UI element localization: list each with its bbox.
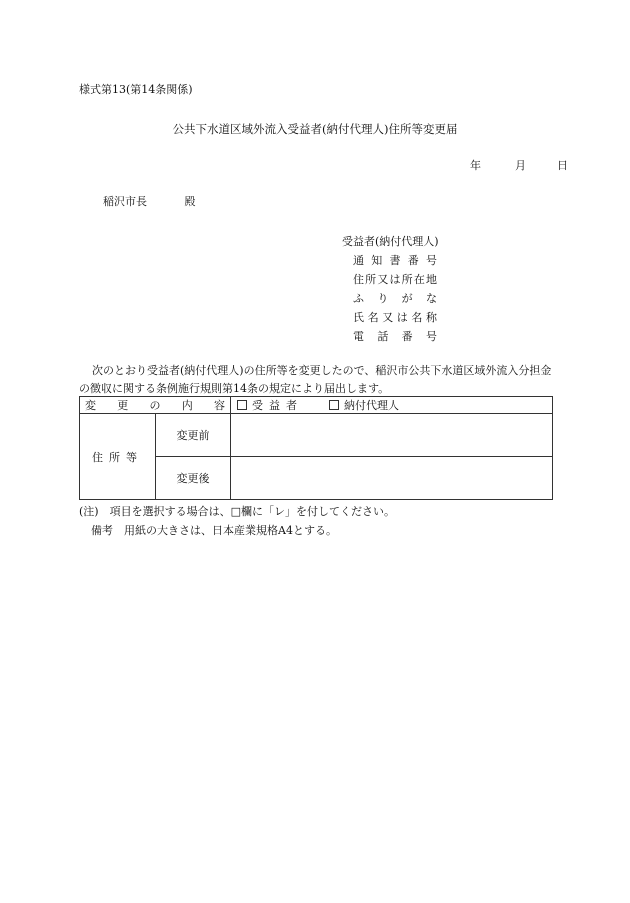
header-label-cell — [80, 397, 231, 414]
row-label-cell — [80, 414, 156, 500]
after-label-cell — [156, 457, 231, 500]
addressee-name: 稲沢市長 — [103, 195, 147, 208]
document-title: 公共下水道区域外流入受益者(納付代理人)住所等変更届 — [172, 122, 458, 136]
checkbox-icon[interactable] — [237, 400, 247, 410]
change-table — [79, 396, 553, 500]
before-value-field[interactable] — [231, 414, 553, 457]
applicant-block — [342, 232, 439, 346]
field-address: 住所又は所在地 — [353, 273, 437, 286]
field-phone: 電話番号 — [353, 330, 437, 343]
addressee-honorific: 殿 — [184, 195, 196, 208]
after-value-field[interactable] — [231, 457, 553, 500]
addressee — [103, 193, 196, 209]
before-label: 変更前 — [176, 429, 210, 442]
table-row-before — [80, 414, 553, 457]
note-line: (注) 項目を選択する場合は、□欄に「レ」を付してください。 — [79, 505, 395, 518]
date-line — [470, 157, 568, 173]
field-furigana: ふりがな — [353, 292, 437, 305]
remark-line: 備考 用紙の大きさは、日本産業規格A4とする。 — [91, 524, 337, 537]
header-label: 変更の内容 — [85, 399, 225, 412]
field-notice-number: 通知書番号 — [353, 254, 437, 267]
form-number: 様式第13(第14条関係) — [79, 83, 193, 96]
option-cell — [231, 397, 553, 414]
row-label: 住所等 — [92, 450, 143, 464]
table-header-row — [80, 397, 553, 414]
checkbox-icon[interactable] — [329, 400, 339, 410]
date-year: 年 — [470, 159, 481, 172]
field-name: 氏名又は名称 — [353, 311, 437, 324]
option-beneficiary[interactable] — [237, 399, 303, 412]
after-label: 変更後 — [176, 472, 210, 485]
option-agent[interactable] — [329, 399, 399, 412]
before-label-cell — [156, 414, 231, 457]
date-month: 月 — [515, 159, 526, 172]
body-text: 次のとおり受益者(納付代理人)の住所等を変更したので、稲沢市公共下水道区域外流入分担金の徴収に関する条例施行規則第14条の規定により届出します。 — [79, 364, 552, 395]
option-agent-label: 納付代理人 — [344, 399, 399, 412]
date-day: 日 — [557, 159, 568, 172]
option-beneficiary-label: 受益者 — [252, 399, 303, 412]
applicant-heading: 受益者(納付代理人) — [342, 235, 439, 248]
